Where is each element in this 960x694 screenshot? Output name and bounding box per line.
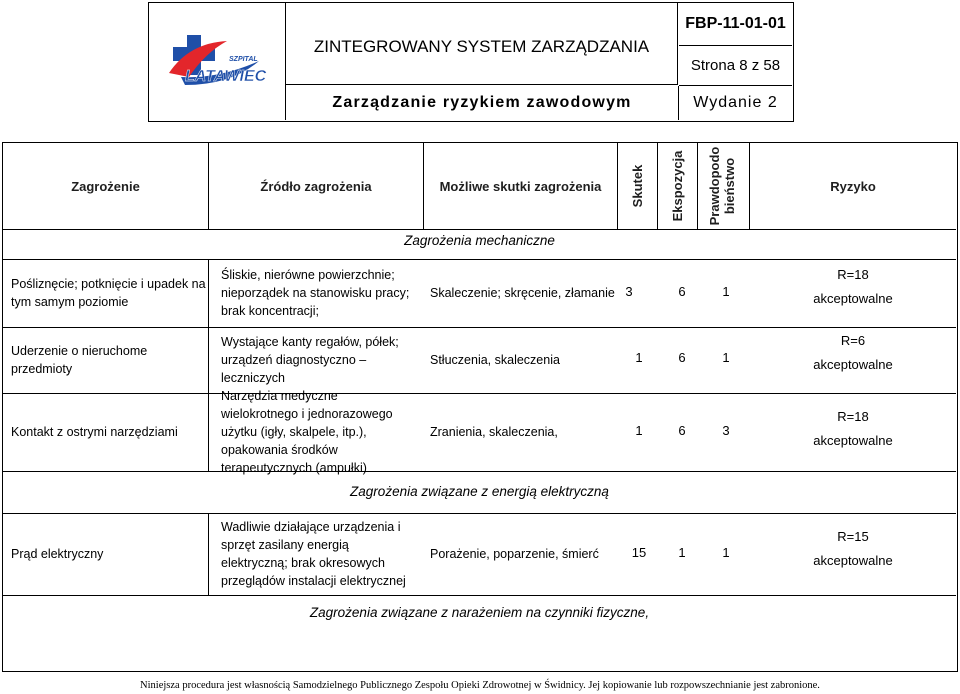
exposure-value: 1 (678, 545, 686, 560)
section-title-physical: Zagrożenia związane z narażeniem na czynniki fizyczne, (309, 605, 650, 620)
source-cell: Narzędzia medyczne wielokrotnego i jednorazowego użytku (igły, skalpele, itp.), opakowania środków terapeutycznych (ampułki) (221, 389, 393, 475)
threat-cell: Kontakt z ostrymi narzędziami (11, 425, 178, 439)
risk-score: R=15 (837, 529, 869, 544)
section-title-mechanical: Zagrożenia mechaniczne (404, 233, 555, 248)
exposure-value: 6 (678, 284, 686, 299)
risk-table (2, 142, 958, 672)
threat-cell: Uderzenie o nieruchome przedmioty (11, 344, 148, 376)
effect-value: 1 (635, 423, 643, 438)
probability-value: 3 (722, 423, 730, 438)
effects-cell: Stłuczenia, skaleczenia (430, 353, 560, 367)
effect-value: 1 (635, 350, 643, 365)
effect-value: 15 (631, 545, 647, 560)
risk-level: akceptowalne (813, 553, 893, 568)
system-title: ZINTEGROWANY SYSTEM ZARZĄDZANIA (286, 3, 678, 85)
probability-value: 1 (722, 545, 730, 560)
effect-value: 3 (625, 284, 633, 299)
column-header-source: Źródło zagrożenia (260, 178, 372, 194)
document-code: FBP-11-01-01 (679, 3, 792, 46)
column-header-effect: Skutek (630, 164, 645, 208)
edition-label: Wydanie 2 (693, 94, 778, 111)
document-header (148, 2, 794, 122)
probability-value: 1 (722, 284, 730, 299)
source-cell: Wadliwie działające urządzenia i sprzęt zasilany energią elektryczną; brak okresowych przeglądów instalacji elektrycznej (221, 520, 406, 588)
risk-level: akceptowalne (813, 291, 893, 306)
svg-text:SZPITAL: SZPITAL (229, 56, 258, 63)
probability-value: 1 (722, 350, 730, 365)
risk-level: akceptowalne (813, 357, 893, 372)
exposure-value: 6 (678, 423, 686, 438)
column-header-probability: Prawdopodobieństwo (707, 146, 737, 226)
risk-score: R=18 (837, 267, 869, 282)
hospital-logo (149, 3, 286, 120)
risk-score: R=6 (840, 333, 866, 348)
section-title-electrical: Zagrożenia związane z energią elektryczną (350, 484, 609, 499)
risk-score: R=18 (837, 409, 869, 424)
risk-level: akceptowalne (813, 433, 893, 448)
risk-value (803, 333, 903, 372)
effects-cell: Porażenie, poparzenie, śmierć (430, 547, 599, 561)
hospital-logo-icon (149, 3, 285, 120)
svg-text:LATAWIEC: LATAWIEC (185, 68, 267, 85)
effects-cell: Skaleczenie; skręcenie, złamanie (430, 286, 615, 300)
footer-note: Niniejsza procedura jest własnością Samodzielnego Publicznego Zespołu Opieki Zdrowotnej w Świdnicy. Jej kopiowanie lub rozpowszechnianie jest zabronione. (140, 680, 820, 691)
column-header-effects: Możliwe skutki zagrożenia (439, 178, 602, 194)
column-header-risk: Ryzyko (830, 178, 876, 194)
risk-value (803, 529, 903, 568)
column-header-exposure: Ekspozycja (670, 150, 685, 222)
exposure-value: 6 (678, 350, 686, 365)
column-header-threat: Zagrożenie (71, 178, 140, 194)
threat-cell: Pośliznęcie; potknięcie i upadek na tym samym poziomie (11, 277, 206, 309)
effects-cell: Zranienia, skaleczenia, (430, 425, 558, 439)
risk-value (803, 267, 903, 306)
threat-cell: Prąd elektryczny (11, 547, 104, 561)
source-cell: Śliskie, nierówne powierzchnie; nieporządek na stanowisku pracy; brak koncentracji; (221, 268, 410, 318)
page-number: Strona 8 z 58 (679, 46, 792, 86)
document-subtitle: Zarządzanie ryzykiem zawodowym (286, 86, 679, 120)
source-cell: Wystające kanty regałów, półek; urządzeń diagnostyczno – leczniczych (221, 335, 399, 385)
risk-value (803, 409, 903, 448)
